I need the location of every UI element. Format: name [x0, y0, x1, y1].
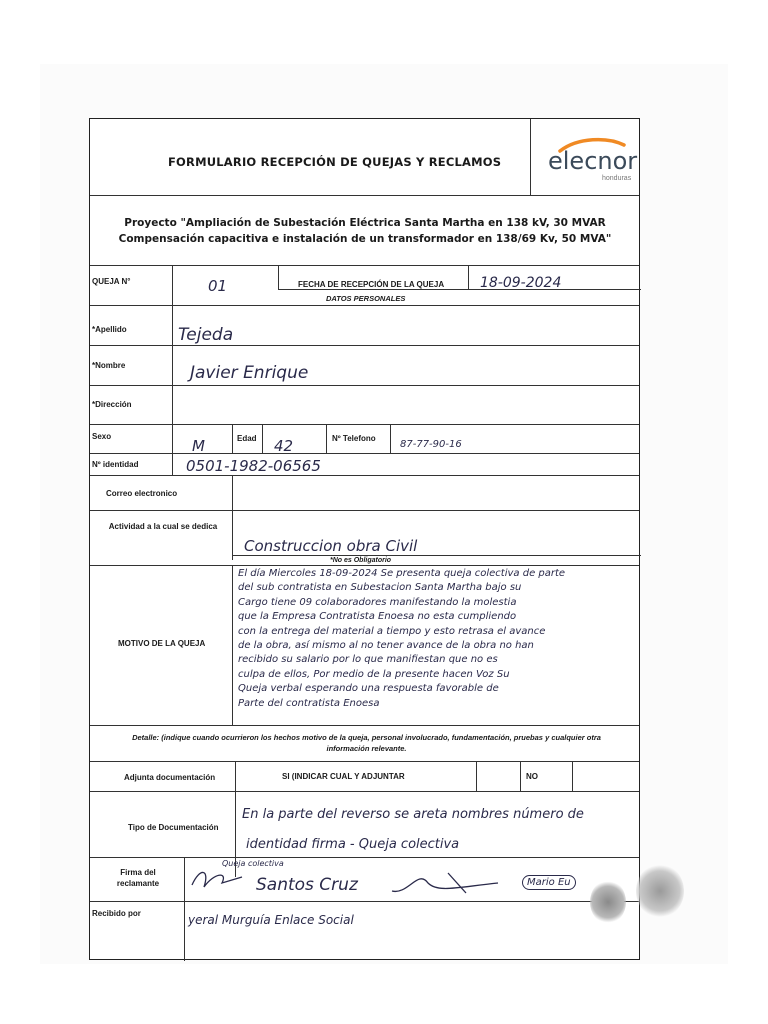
- nombre-label: *Nombre: [92, 361, 126, 370]
- fecha-value: 18-09-2024: [480, 275, 562, 291]
- motivo-line: culpa de ellos, Por medio de la presente hacen Voz Su: [238, 668, 510, 680]
- complaint-form: [89, 118, 640, 960]
- motivo-line: Parte del contratista Enoesa: [238, 697, 380, 709]
- recibido-label: Recibido por: [92, 909, 141, 918]
- queja-label: QUEJA N°: [92, 277, 131, 286]
- form-title: FORMULARIO RECEPCIÓN DE QUEJAS Y RECLAMOS: [168, 155, 502, 169]
- adjunta-label: Adjunta documentación: [124, 773, 216, 782]
- firma-label: Firma del reclamante: [116, 868, 160, 888]
- motivo-label: MOTIVO DE LA QUEJA: [118, 639, 206, 648]
- motivo-text: [238, 567, 638, 711]
- correo-label: Correo electronico: [106, 489, 178, 498]
- tipo-label: Tipo de Documentación: [128, 823, 219, 832]
- logo-name: elecnor: [548, 147, 638, 175]
- motivo-line: Cargo tiene 09 colaboradores manifestando la molestia: [238, 596, 517, 608]
- tipo-line: En la parte del reverso se areta nombres número de: [242, 807, 584, 822]
- apellido-label: *Apellido: [92, 325, 127, 334]
- datos-header: DATOS PERSONALES: [326, 294, 406, 303]
- edad-value: 42: [274, 437, 294, 455]
- signature-scribble-icon: [188, 863, 248, 898]
- motivo-line: del sub contratista en Subestacion Santa Martha bajo su: [238, 582, 522, 594]
- motivo-line: que la Empresa Contratista Enoesa no esta cumpliendo: [238, 611, 517, 623]
- sexo-value: M: [192, 437, 205, 455]
- nombre-value: Javier Enrique: [190, 363, 309, 383]
- project-title: Proyecto "Ampliación de Subestación Eléctrica Santa Martha en 138 kV, 30 MVAR Compensación capacitiva e instalación de un transformador en 138/69 Kv, 50 MVA": [118, 217, 612, 245]
- firma-name: Santos Cruz: [256, 875, 358, 895]
- logo-sub: honduras: [602, 175, 632, 182]
- sexo-label: Sexo: [92, 432, 112, 441]
- recibido-value: yeral Murguía Enlace Social: [188, 913, 354, 927]
- no-label: NO: [526, 772, 538, 781]
- signature-line-icon: [388, 865, 508, 904]
- fingerprint-icon: [590, 880, 626, 924]
- identidad-value: 0501-1982-06565: [186, 457, 321, 475]
- actividad-value: Construccion obra Civil: [244, 537, 418, 555]
- edad-label: Edad: [237, 434, 257, 443]
- motivo-line: con la entrega del material a tiempo y esto retrasa el avance: [238, 625, 546, 637]
- detalle-note: Detalle: (indique cuando ocurrieron los hechos motivo de la queja, personal involucrado, fundamentación, pruebas y cualquier otra información relevante.: [132, 733, 601, 753]
- fecha-label: FECHA DE RECEPCIÓN DE LA QUEJA: [298, 280, 445, 289]
- motivo-line: recibido su salario por lo que manifiestan que no es: [238, 654, 498, 666]
- elecnor-logo: [538, 131, 638, 187]
- motivo-line: de la obra, así mismo al no tener avance de la obra no han: [238, 640, 534, 652]
- actividad-label: Actividad a la cual se dedica: [108, 522, 218, 531]
- telefono-label: Nº Telefono: [332, 434, 376, 443]
- queja-value: 01: [208, 277, 228, 295]
- no-obligatorio-note: *No es Obligatorio: [330, 557, 392, 564]
- direccion-label: *Dirección: [92, 400, 132, 409]
- apellido-value: Tejeda: [178, 325, 234, 345]
- motivo-line: Queja verbal esperando una respuesta favorable de: [238, 683, 499, 695]
- motivo-line: El día Miercoles 18-09-2024 Se presenta queja colectiva de parte: [238, 568, 566, 579]
- telefono-value: 87-77-90-16: [400, 439, 462, 450]
- si-label: SI (INDICAR CUAL Y ADJUNTAR: [282, 772, 405, 781]
- tipo-line: identidad firma - Queja colectiva: [246, 837, 460, 852]
- firma-note: Queja colectiva: [222, 859, 284, 868]
- fingerprint-icon: [636, 864, 684, 918]
- identidad-label: Nº identidad: [92, 460, 139, 469]
- firma-name: Mario Eu: [522, 875, 576, 890]
